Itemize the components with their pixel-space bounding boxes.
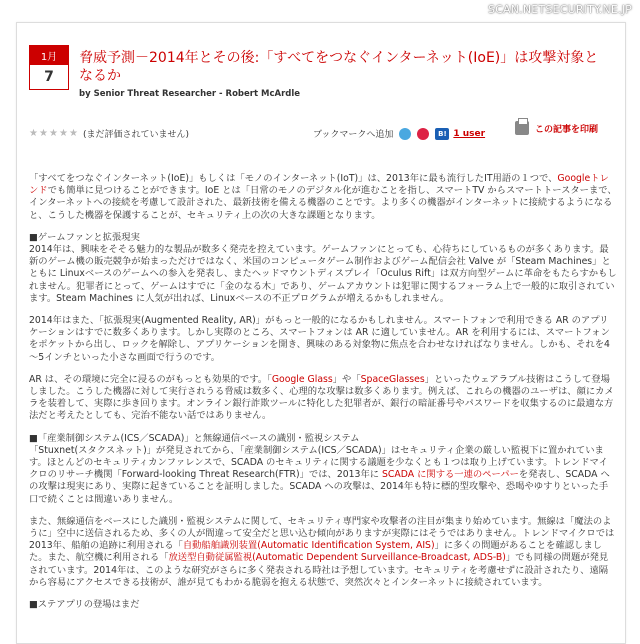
- rating-stars[interactable]: [29, 129, 79, 139]
- rating-widget[interactable]: [29, 127, 189, 140]
- site-domain-watermark: SCAN.NETSECURITY.NE.JP: [487, 3, 632, 16]
- article-body: [29, 173, 617, 611]
- star-icon[interactable]: ★: [49, 127, 58, 139]
- star-icon[interactable]: ★: [69, 127, 78, 139]
- date-month: 1月: [30, 46, 68, 65]
- section-heading-gaming: ■ゲームファンと拡張現実: [29, 231, 140, 243]
- star-icon[interactable]: ★: [29, 127, 38, 139]
- section-heading-apps: ■ステアプリの登場はまだ: [29, 599, 140, 611]
- section-heading-scada: ■「産業制御システム(ICS／SCADA)」と無線通信ベースの識別・監視システム: [29, 432, 360, 444]
- bookmark-label: ブックマークへ追加: [313, 130, 394, 140]
- text: でも簡単に見つけることができます。IoE とは「日常のモノのデジタル化が進むことを指し、スマートTV からスマートトースターまで、インターネットへの接続を考慮して設計された、最新技術を備える機器のことです。より多くの機器がインターネットに接続するようになると、こうした機器を保護することが、セキュリティ上の次の大きな課題となります。: [29, 185, 617, 221]
- scada-papers-link[interactable]: SCADA に関する一連のペーパー: [382, 469, 519, 481]
- article-byline: by Senior Threat Researcher - Robert McArdle: [79, 89, 301, 99]
- paragraph: [29, 374, 617, 423]
- star-icon[interactable]: ★: [59, 127, 68, 139]
- text: 」や「: [332, 373, 361, 385]
- paragraph: 2014年は、興味をそそる魅力的な製品が数多く発売を控えています。ゲームファンにとっても、心待ちにしているものが多くあります。最新のゲーム機の販売競争が始まっただけではなく、米国のコンピュータゲーム制作およびゲーム配信会社 Valve が「Steam Machines」とともに Linuxベースのゲームへの参入を発表し、またヘッドマウントディスプレイ「Oculus Rift」は双方向型ゲームに革命をもたらすかもしれません。犯罪者にとって、ゲームはすでに「金のなる木」であり、ゲームアカウントは犯罪に関するフォーラム上で一般的に取引されています。Steam Machines に人気が出れば、Linuxベースの不正プログラムが増えるかもしれません。: [29, 244, 617, 304]
- rating-text: (まだ評価されていません): [83, 130, 190, 140]
- bookmark-users-link[interactable]: 1 user: [453, 128, 486, 139]
- article-title[interactable]: 脅威予測－2014年とその後:「すべてをつなぐインターネット(IoE)」は攻撃対象となるか: [79, 50, 599, 84]
- printer-icon: [515, 121, 529, 135]
- bookmark-bar: [313, 127, 485, 140]
- text: また、無線通信をベースにした識別・監視システムに関して、セキュリティ専門家や攻撃者の注目が集まり始めています。無線は「魔法のように」空中に送信されるため、多くの人が間違って安全だと思い込む傾向がありますが実際にはそうではありません。トレンドマイクロでは2013年、船舶の追跡に利用される「: [29, 515, 615, 552]
- google-glass-link[interactable]: Google Glass: [271, 373, 333, 385]
- paragraph: [29, 173, 617, 222]
- ais-link[interactable]: 自動船舶識別装置(Automatic Identification System, AIS): [182, 540, 435, 552]
- ads-b-link[interactable]: 放送型自動従属監視(Automatic Dependent Surveillance-Broadcast, ADS-B): [168, 552, 506, 564]
- date-day: 7: [30, 65, 68, 89]
- twitter-icon[interactable]: [399, 128, 411, 140]
- text: 「すべてをつなぐインターネット(IoE)」もしくは「モノのインターネット(IoT)」は、2013年に最も流行したIT用語の１つで、: [29, 173, 558, 184]
- paragraph: [29, 445, 617, 506]
- text: 」に多くの問題があることを確認しました。また、航空機に利用される「: [29, 540, 602, 564]
- print-label: この記事を印刷: [535, 124, 599, 135]
- print-article-link[interactable]: [515, 121, 598, 135]
- paragraph: [29, 516, 617, 589]
- date-badge: [29, 45, 69, 90]
- hatena-bookmark-icon[interactable]: B!: [435, 128, 449, 140]
- text: 」でも同様の問題が発見されています。2014年は、このような研究がさらに多く発表される時社は予想しています。セキュリティを考慮せずに設計されたり、遠隔から容易にアクセスできる技術が、誰が見てもわかる脆弱を抱える状態で、突然次々とインターネットに接続されています。: [29, 552, 609, 588]
- paragraph: 2014年はまた、「拡張現実(Augmented Reality, AR)」がもっと一般的になるかもしれません。スマートフォンで利用できる AR のアプリケーションはすでに数多くあります。しかし実際のところ、スマートフォンは AR に適していません。AR を利用するには、スマートフォンをポケットから出し、ロックを解除し、アプリケーションを開き、興味のある対象物に焦点を合わせなければなりません。しかも、それを4～5インチといった小さな画面で行うのです。: [29, 315, 610, 363]
- text: AR は、その環境に完全に浸るのがもっとも効果的です。「: [29, 373, 272, 385]
- text: 「Stuxnet(スタクスネット)」が発見されてから、「産業制御システム(ICS／SCADA)」はセキュリティ企業の厳しい監視下に置かれています。ほとんどのセキュリティカンファレンスで、SCADA のセキュリティに関する議題を少なくとも１つは取り上げています。トレンドマイクロのリサーチ機関「Forward-looking Threat Research(FTR)」では、2013年に: [29, 444, 608, 481]
- star-icon[interactable]: ★: [39, 127, 48, 139]
- social-bookmark-icon[interactable]: [417, 128, 429, 140]
- article-frame: [16, 22, 626, 644]
- google-trends-link[interactable]: Googleトレンド: [29, 173, 609, 197]
- text: を発表し、SCADA への攻撃は現実にあり、実際に起きていることを証明しました。SCADA への攻撃は、2014年も特に標的型攻撃や、恐喝やゆすりといった手口で続くことは間違いありません。: [29, 469, 610, 505]
- text: 」といったウェアラブル技術はこうして登場しました。こうした機器に対して実行されうる脅威は数多く、心理的な攻撃は数多くあります。例えば、これらの機器のユーザは、顔にカメラを装着して、実際に歩き回ります。オンライン銀行詐欺ツールに特化した犯罪者が、銀行の暗証番号やパスワードを収集するのに最適な方法だと考えたとしても、完治不能ない話ではありません。: [29, 373, 614, 422]
- spaceglasses-link[interactable]: SpaceGlasses: [360, 373, 425, 385]
